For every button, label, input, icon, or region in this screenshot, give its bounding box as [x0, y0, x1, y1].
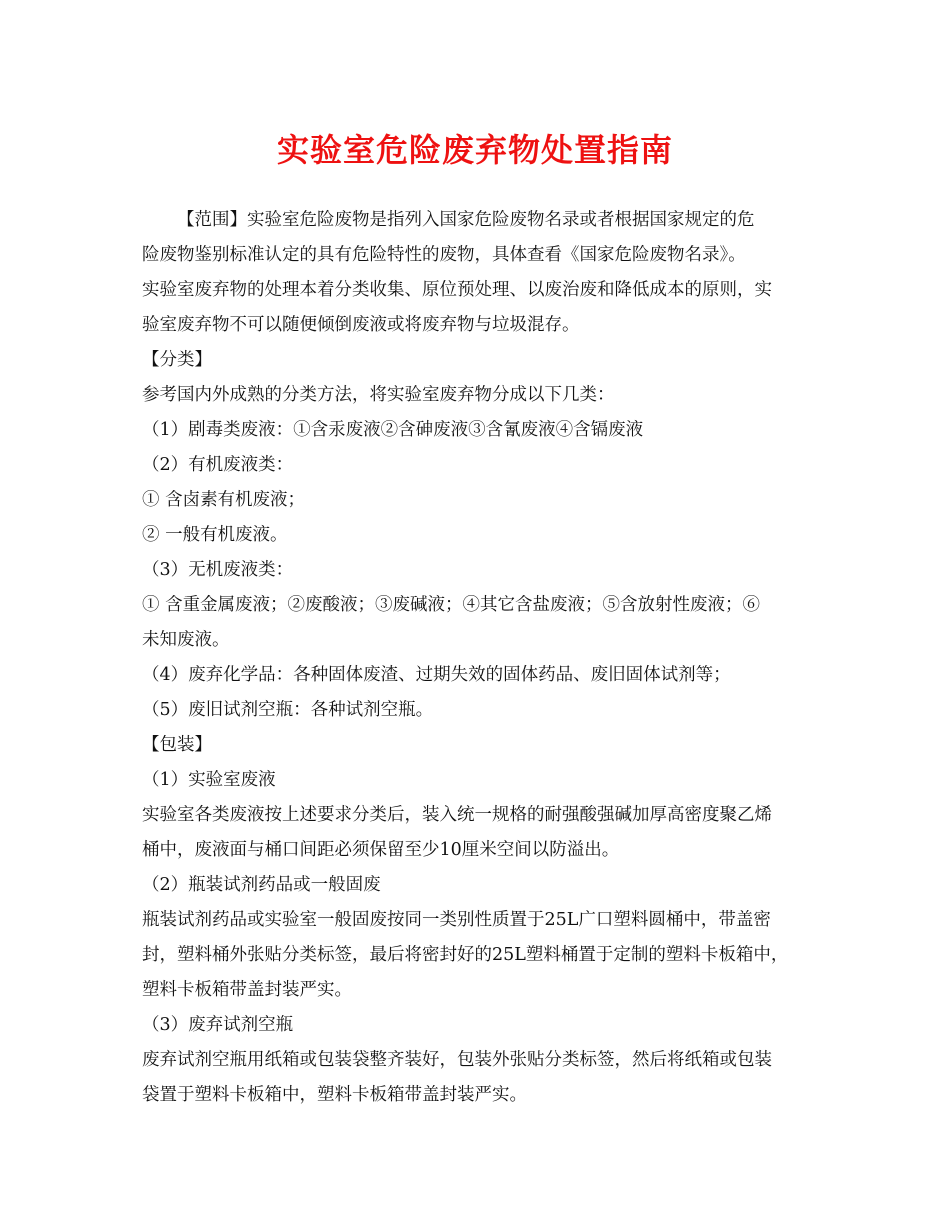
- text-line: 验室废弃物不可以随便倾倒废液或将废弃物与垃圾混存。: [142, 315, 580, 335]
- text-line: （3）废弃试剂空瓶: [142, 1015, 294, 1035]
- document-body: [142, 203, 814, 1113]
- text-line: （2）有机废液类：: [142, 455, 294, 475]
- text-line: 实验室废弃物的处理本着分类收集、原位预处理、以废治废和降低成本的原则，实: [142, 280, 772, 300]
- document-title: 实验室危险废弃物处置指南: [276, 131, 673, 169]
- text-line: 实验室各类废液按上述要求分类后，装入统一规格的耐强酸强碱加厚高密度聚乙烯: [142, 805, 772, 825]
- text-line: 塑料卡板箱带盖封装严实。: [142, 980, 352, 1000]
- text-line: 瓶装试剂药品或实验室一般固废按同一类别性质置于25L广口塑料圆桶中，带盖密: [142, 910, 771, 930]
- text-line: （5）废旧试剂空瓶：各种试剂空瓶。: [142, 700, 434, 720]
- text-line: （4）废弃化学品：各种固体废渣、过期失效的固体药品、废旧固体试剂等；: [142, 665, 731, 685]
- text-line: 封，塑料桶外张贴分类标签，最后将密封好的25L塑料桶置于定制的塑料卡板箱中，: [142, 945, 789, 965]
- text-line: ① 含卤素有机废液；: [142, 490, 306, 510]
- text-line: 【分类】: [142, 350, 212, 370]
- text-line: （2）瓶装试剂药品或一般固废: [142, 875, 381, 895]
- text-line: 废弃试剂空瓶用纸箱或包装袋整齐装好，包装外张贴分类标签，然后将纸箱或包装: [142, 1050, 772, 1070]
- text-line: 险废物鉴别标准认定的具有危险特性的废物，具体查看《国家危险废物名录》。: [142, 245, 746, 265]
- text-line: 参考国内外成熟的分类方法，将实验室废弃物分成以下几类：: [142, 385, 615, 405]
- text-line: （3）无机废液类：: [142, 560, 294, 580]
- text-line: 袋置于塑料卡板箱中，塑料卡板箱带盖封装严实。: [142, 1085, 527, 1105]
- text-line: 未知废液。: [142, 630, 230, 650]
- text-line: 【包装】: [142, 735, 212, 755]
- text-line: 桶中，废液面与桶口间距必须保留至少10厘米空间以防溢出。: [142, 840, 620, 860]
- text-line: （1）实验室废液: [142, 770, 276, 790]
- text-line: ① 含重金属废液；②废酸液；③废碱液；④其它含盐废液；⑤含放射性废液；⑥: [142, 595, 761, 615]
- text-line: 【范围】实验室危险废物是指列入国家危险废物名录或者根据国家规定的危: [177, 210, 755, 230]
- text-line: ② 一般有机废液。: [142, 525, 288, 545]
- text-line: （1）剧毒类废液：①含汞废液②含砷废液③含氰废液④含镉废液: [142, 420, 644, 440]
